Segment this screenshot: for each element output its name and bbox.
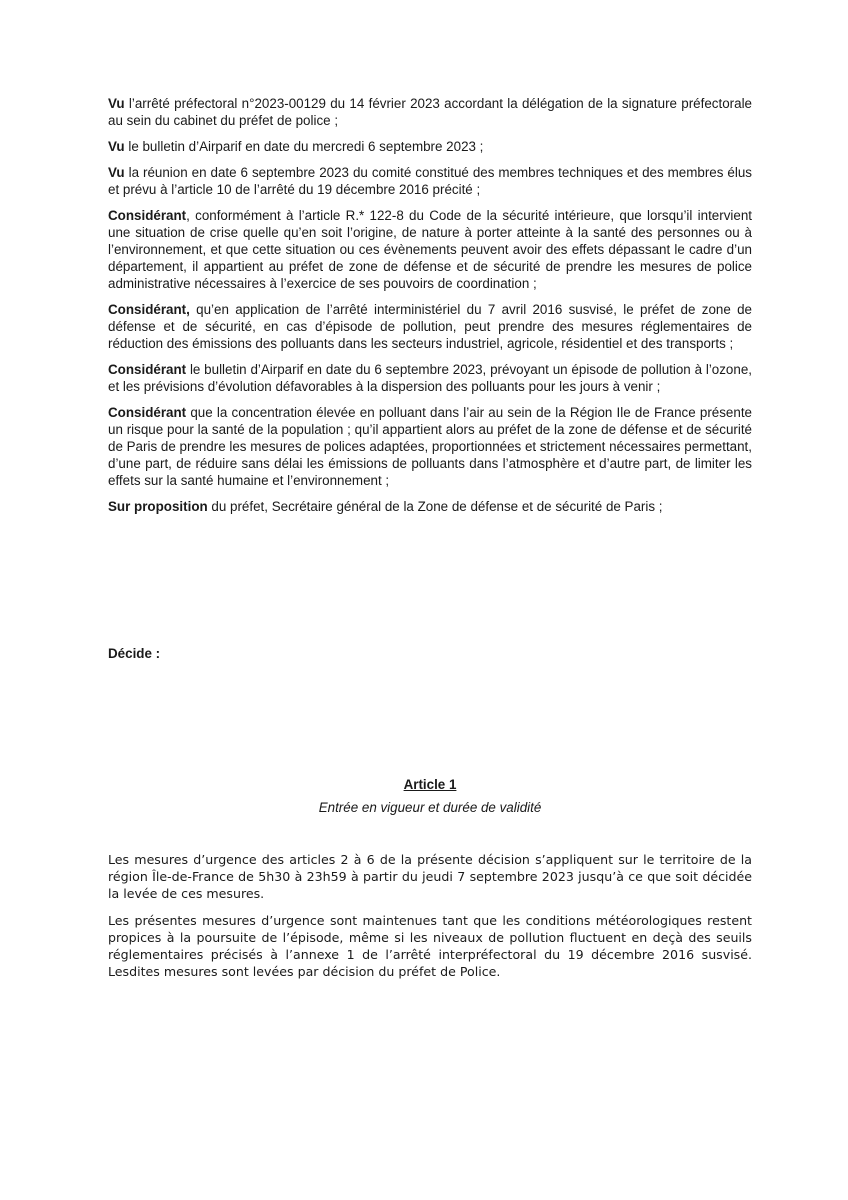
- preamble-paragraph: [108, 404, 752, 489]
- paragraph-keyword: Vu: [108, 96, 125, 111]
- paragraph-text: la réunion en date 6 septembre 2023 du comité constitué des membres techniques et des membres élus et prévu à l’article 10 de l’arrêté du 19 décembre 2016 précité ;: [108, 165, 752, 197]
- paragraph-keyword: Vu: [108, 165, 125, 180]
- paragraph-text: le bulletin d’Airparif en date du mercredi 6 septembre 2023 ;: [124, 139, 484, 154]
- article-header: [108, 776, 752, 816]
- paragraph-keyword: Vu: [108, 139, 125, 154]
- preamble-paragraph: [108, 138, 752, 155]
- paragraph-text: l’arrêté préfectoral n°2023-00129 du 14 février 2023 accordant la délégation de la signature préfectorale au sein du cabinet du préfet de police ;: [108, 96, 752, 128]
- article-title: Article 1: [403, 777, 457, 792]
- preamble-paragraph: [108, 207, 752, 292]
- preamble-paragraph: [108, 361, 752, 395]
- paragraph-keyword: Considérant: [108, 362, 187, 377]
- paragraph-keyword: Sur proposition: [108, 499, 208, 514]
- article-paragraph: Les présentes mesures d’urgence sont maintenues tant que les conditions météorologiques restent propices à la poursuite de l’épisode, même si les niveaux de pollution fluctuent en deçà des seuils réglementaires précisés à l’annexe 1 de l’arrêté interpréfectoral du 19 décembre 2016 susvisé. Lesdites mesures sont levées par décision du préfet de Police.: [108, 913, 752, 979]
- paragraph-text: , conformément à l’article R.* 122-8 du Code de la sécurité intérieure, que lorsqu’il intervient une situation de crise quelle qu’en soit l’origine, de nature à porter atteinte à la santé des personnes ou à l’environnement, et que cette situation ou ces évènements peuvent avoir des effets dépassant le cadre d’un département, il appartient au préfet de zone de défense et de sécurité de prendre les mesures de police administrative nécessaires à l’exercice de ses pouvoirs de coordination ;: [108, 208, 752, 291]
- paragraph-text: que la concentration élevée en polluant dans l’air au sein de la Région Ile de France présente un risque pour la santé de la population ; qu’il appartient alors au préfet de la zone de défense et de sécurité de Paris de prendre les mesures de polices adaptées, proportionnées et strictement nécessaires permettant, d’une part, de réduire sans délai les émissions de polluants dans l’atmosphère et d’autre part, de limiter les effets sur la santé humaine et l’environnement ;: [108, 405, 752, 488]
- preamble-paragraph: [108, 164, 752, 198]
- paragraph-text: du préfet, Secrétaire général de la Zone de défense et de sécurité de Paris ;: [207, 499, 663, 514]
- preamble-paragraph: [108, 498, 752, 515]
- paragraph-keyword: Considérant: [108, 208, 187, 223]
- decide-heading: Décide :: [108, 646, 161, 661]
- paragraph-text: le bulletin d’Airparif en date du 6 septembre 2023, prévoyant un épisode de pollution à l’ozone, et les prévisions d’évolution défavorables à la dispersion des polluants pour les jours à venir ;: [108, 362, 752, 394]
- article-body: [108, 851, 752, 990]
- paragraph-keyword: Considérant,: [108, 302, 190, 317]
- paragraph-text: qu’en application de l’arrêté interministériel du 7 avril 2016 susvisé, le préfet de zone de défense et de sécurité, en cas d’épisode de pollution, peut prendre des mesures réglementaires de réduction des émissions des polluants dans les secteurs industriel, agricole, résidentiel et des transports ;: [108, 302, 752, 351]
- paragraph-keyword: Considérant: [108, 405, 187, 420]
- preamble-section: [108, 95, 752, 524]
- article-paragraph: Les mesures d’urgence des articles 2 à 6 de la présente décision s’appliquent sur le territoire de la région Île-de-France de 5h30 à 23h59 à partir du jeudi 7 septembre 2023 jusqu’à ce que soit décidée la levée de ces mesures.: [108, 852, 752, 901]
- preamble-paragraph: [108, 95, 752, 129]
- article-subtitle: Entrée en vigueur et durée de validité: [318, 800, 542, 815]
- preamble-paragraph: [108, 301, 752, 352]
